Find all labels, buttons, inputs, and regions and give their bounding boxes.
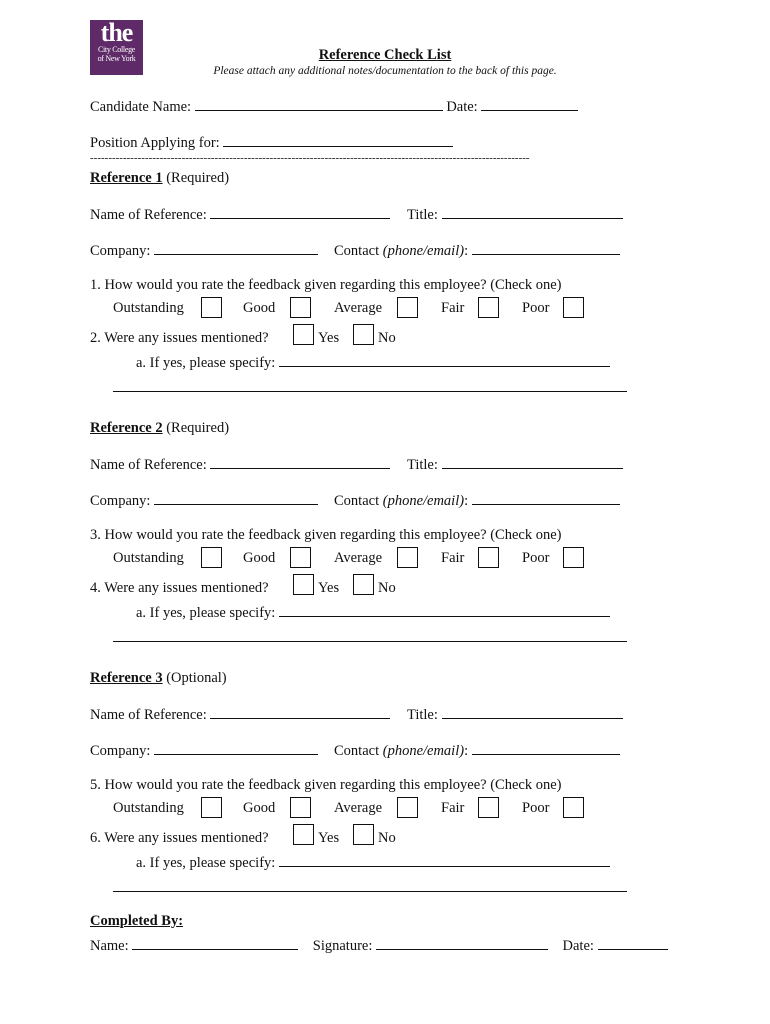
issues-question: 4. Were any issues mentioned? [90, 580, 269, 596]
position-row [90, 134, 453, 152]
reference-company-label: Company: [90, 493, 151, 509]
rating-average-checkbox[interactable] [397, 547, 418, 568]
section-divider: ------------------------------------------------------------------------------------------------------------------------ [90, 152, 530, 164]
candidate-date-field[interactable] [481, 98, 578, 111]
completed-by-label: Completed By: [90, 913, 184, 929]
reference-status: (Optional) [166, 670, 227, 686]
reference-title: Reference 3 [90, 670, 163, 686]
rating-good-checkbox[interactable] [290, 797, 311, 818]
candidate-name-label: Candidate Name: [90, 99, 192, 115]
rating-poor-checkbox[interactable] [563, 797, 584, 818]
page-subtitle: Please attach any additional notes/documentation to the back of this page. [213, 65, 557, 77]
reference-contact-field[interactable] [472, 242, 620, 255]
rating-poor-label: Poor [522, 300, 550, 316]
reference-contact-colon: : [464, 243, 469, 259]
reference-contact-detail: (phone/email) [382, 243, 465, 259]
reference-company-row [90, 492, 318, 510]
reference-company-field[interactable] [154, 492, 318, 505]
rating-good-checkbox[interactable] [290, 547, 311, 568]
issues-yes-checkbox[interactable] [293, 574, 314, 595]
issues-yes-checkbox[interactable] [293, 824, 314, 845]
rating-outstanding-checkbox[interactable] [201, 547, 222, 568]
rating-poor-checkbox[interactable] [563, 547, 584, 568]
reference-name-label: Name of Reference: [90, 457, 207, 473]
reference-contact-row [334, 742, 620, 760]
reference-name-row [90, 206, 390, 224]
rating-average-checkbox[interactable] [397, 297, 418, 318]
completed-by-row [90, 937, 668, 955]
rating-good-label: Good [243, 800, 276, 816]
reference-name-field[interactable] [210, 456, 390, 469]
specify-row [136, 604, 610, 622]
issues-no-label: No [378, 580, 396, 596]
rating-average-label: Average [334, 800, 383, 816]
rating-outstanding-checkbox[interactable] [201, 797, 222, 818]
specify-field[interactable] [279, 354, 610, 367]
specify-extra-line[interactable] [113, 641, 627, 642]
reference-contact-label: Contact [334, 243, 380, 259]
position-field[interactable] [223, 134, 453, 147]
rating-fair-label: Fair [441, 550, 465, 566]
reference-company-field[interactable] [154, 242, 318, 255]
reference-company-field[interactable] [154, 742, 318, 755]
candidate-name-field[interactable] [195, 98, 443, 111]
candidate-name-row [90, 98, 578, 116]
reference-contact-detail: (phone/email) [382, 493, 465, 509]
specify-row [136, 354, 610, 372]
logo-line-2: of New York [97, 54, 136, 63]
logo-wordmark: the [100, 20, 133, 47]
reference-status: (Required) [166, 420, 230, 436]
completed-name-label: Name: [90, 938, 129, 954]
reference-title-field[interactable] [442, 706, 623, 719]
rating-fair-checkbox[interactable] [478, 547, 499, 568]
reference-contact-label: Contact [334, 493, 380, 509]
issues-no-label: No [378, 330, 396, 346]
reference-name-row [90, 706, 390, 724]
reference-company-row [90, 242, 318, 260]
completed-name-field[interactable] [132, 937, 298, 950]
rating-outstanding-checkbox[interactable] [201, 297, 222, 318]
rating-fair-label: Fair [441, 800, 465, 816]
reference-name-label: Name of Reference: [90, 207, 207, 223]
specify-label: a. If yes, please specify: [136, 355, 276, 371]
rating-average-checkbox[interactable] [397, 797, 418, 818]
rating-good-label: Good [243, 550, 276, 566]
reference-contact-row [334, 242, 620, 260]
rating-average-label: Average [334, 300, 383, 316]
issues-yes-label: Yes [318, 330, 340, 346]
reference-title-row [407, 206, 623, 224]
signature-label: Signature: [312, 938, 373, 954]
rating-question: 1. How would you rate the feedback given regarding this employee? (Check one) [90, 277, 562, 293]
issues-yes-label: Yes [318, 580, 340, 596]
reference-title: Reference 2 [90, 420, 163, 436]
reference-company-row [90, 742, 318, 760]
rating-fair-checkbox[interactable] [478, 297, 499, 318]
issues-no-label: No [378, 830, 396, 846]
reference-company-label: Company: [90, 243, 151, 259]
reference-title-label: Title: [407, 207, 438, 223]
issues-no-checkbox[interactable] [353, 574, 374, 595]
rating-outstanding-label: Outstanding [113, 800, 184, 816]
rating-outstanding-label: Outstanding [113, 300, 184, 316]
specify-row [136, 854, 610, 872]
reference-title-field[interactable] [442, 456, 623, 469]
issues-yes-label: Yes [318, 830, 340, 846]
candidate-date-label: Date: [446, 99, 478, 115]
rating-outstanding-label: Outstanding [113, 550, 184, 566]
reference-name-label: Name of Reference: [90, 707, 207, 723]
issues-question: 2. Were any issues mentioned? [90, 330, 269, 346]
reference-status: (Required) [166, 170, 230, 186]
issues-no-checkbox[interactable] [353, 324, 374, 345]
rating-good-checkbox[interactable] [290, 297, 311, 318]
reference-contact-colon: : [464, 743, 469, 759]
completed-date-label: Date: [562, 938, 594, 954]
specify-label: a. If yes, please specify: [136, 605, 276, 621]
reference-contact-colon: : [464, 493, 469, 509]
reference-heading [90, 670, 227, 687]
rating-question: 5. How would you rate the feedback given regarding this employee? (Check one) [90, 777, 562, 793]
specify-field[interactable] [279, 854, 610, 867]
reference-title-label: Title: [407, 707, 438, 723]
reference-title-field[interactable] [442, 206, 623, 219]
signature-field[interactable] [376, 937, 548, 950]
reference-title-label: Title: [407, 457, 438, 473]
reference-contact-detail: (phone/email) [382, 743, 465, 759]
rating-poor-label: Poor [522, 800, 550, 816]
reference-contact-row [334, 492, 620, 510]
rating-average-label: Average [334, 550, 383, 566]
reference-heading [90, 170, 229, 187]
reference-contact-label: Contact [334, 743, 380, 759]
completed-date-field[interactable] [598, 937, 668, 950]
reference-title-row [407, 706, 623, 724]
position-label: Position Applying for: [90, 135, 220, 151]
reference-contact-field[interactable] [472, 492, 620, 505]
specify-label: a. If yes, please specify: [136, 855, 276, 871]
rating-fair-label: Fair [441, 300, 465, 316]
page-title: Reference Check List [318, 47, 452, 63]
reference-contact-field[interactable] [472, 742, 620, 755]
rating-question: 3. How would you rate the feedback given regarding this employee? (Check one) [90, 527, 562, 543]
rating-fair-checkbox[interactable] [478, 797, 499, 818]
issues-no-checkbox[interactable] [353, 824, 374, 845]
logo-line-1: City College [97, 45, 136, 54]
rating-poor-label: Poor [522, 550, 550, 566]
reference-name-field[interactable] [210, 206, 390, 219]
specify-extra-line[interactable] [113, 391, 627, 392]
reference-heading [90, 420, 229, 437]
specify-extra-line[interactable] [113, 891, 627, 892]
rating-poor-checkbox[interactable] [563, 297, 584, 318]
rating-good-label: Good [243, 300, 276, 316]
reference-company-label: Company: [90, 743, 151, 759]
reference-title-row [407, 456, 623, 474]
issues-question: 6. Were any issues mentioned? [90, 830, 269, 846]
specify-field[interactable] [279, 604, 610, 617]
completed-by-heading [90, 913, 183, 930]
reference-name-row [90, 456, 390, 474]
reference-title: Reference 1 [90, 170, 163, 186]
issues-yes-checkbox[interactable] [293, 324, 314, 345]
reference-name-field[interactable] [210, 706, 390, 719]
